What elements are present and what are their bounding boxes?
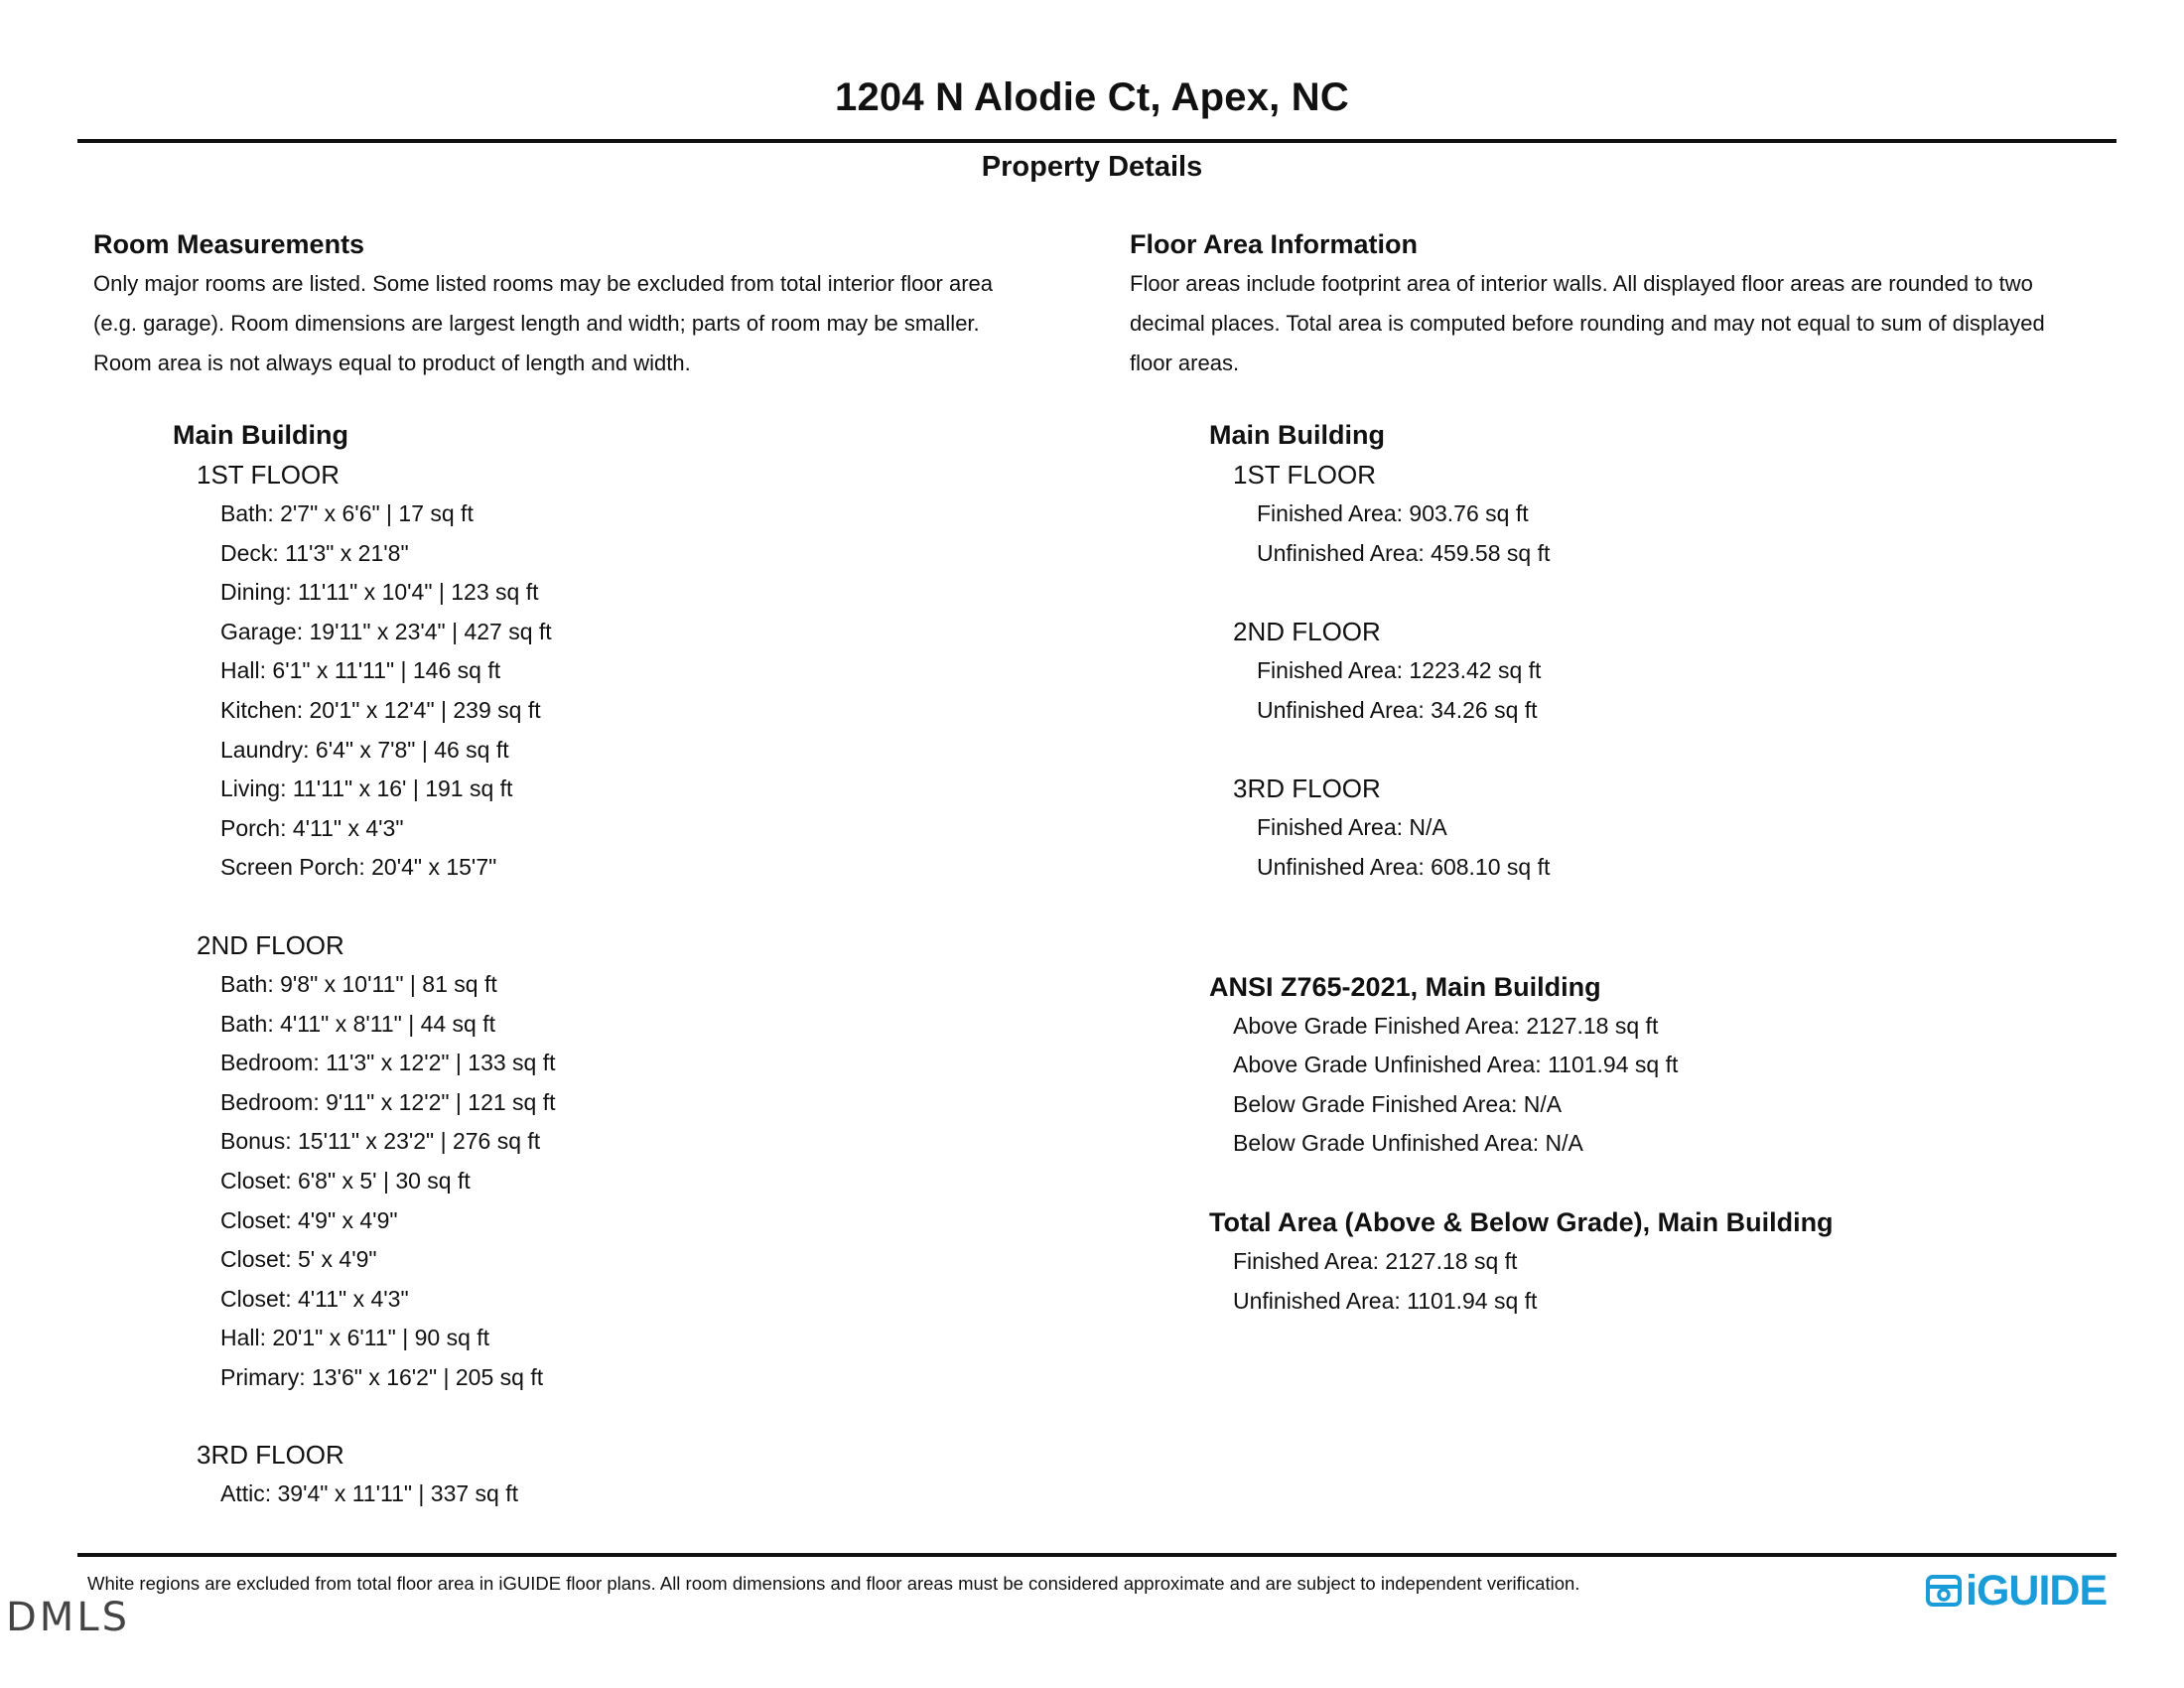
room-item: Bedroom: 11'3" x 12'2" | 133 sq ft xyxy=(220,1050,556,1076)
floor-heading: 3RD FLOOR xyxy=(1233,774,1381,804)
floor-area-desc-line: Floor areas include footprint area of interior walls. All displayed floor areas are rounded to two xyxy=(1130,271,2033,296)
iguide-logo xyxy=(1926,1567,2107,1615)
room-item: Closet: 4'9" x 4'9" xyxy=(220,1206,398,1233)
footer-note: White regions are excluded from total floor area in iGUIDE floor plans. All room dimensions and floor areas must be considered approximate and are subject to independent verification. xyxy=(87,1573,1580,1594)
top-divider xyxy=(77,139,2116,143)
room-item: Bonus: 15'11" x 23'2" | 276 sq ft xyxy=(220,1128,541,1155)
dmls-watermark: DMLS xyxy=(6,1595,130,1640)
iguide-logo-text: iGUIDE xyxy=(1966,1566,2108,1615)
finished-area: Finished Area: N/A xyxy=(1257,814,1447,841)
room-item: Porch: 4'11" x 4'3" xyxy=(220,814,404,841)
floor-heading: 2ND FLOOR xyxy=(1233,617,1381,647)
room-item: Deck: 11'3" x 21'8" xyxy=(220,539,409,566)
room-item: Primary: 13'6" x 16'2" | 205 sq ft xyxy=(220,1363,544,1390)
unfinished-area: Unfinished Area: 459.58 sq ft xyxy=(1257,539,1551,566)
floor-area-section xyxy=(1130,224,2122,1321)
ansi-item: Above Grade Unfinished Area: 1101.94 sq ft xyxy=(1233,1052,1679,1078)
finished-area: Finished Area: 903.76 sq ft xyxy=(1257,500,1529,526)
room-measurements-section xyxy=(93,224,1086,1514)
room-item: Garage: 19'11" x 23'4" | 427 sq ft xyxy=(220,618,552,644)
room-item: Bath: 2'7" x 6'6" | 17 sq ft xyxy=(220,500,474,526)
iguide-logo-icon xyxy=(1926,1573,1962,1609)
ansi-item: Below Grade Unfinished Area: N/A xyxy=(1233,1130,1583,1157)
room-item: Dining: 11'11" x 10'4" | 123 sq ft xyxy=(220,579,539,606)
room-item: Bath: 4'11" x 8'11" | 44 sq ft xyxy=(220,1010,496,1037)
floor-area-desc-line: decimal places. Total area is computed before rounding and may not equal to sum of displayed xyxy=(1130,311,2045,336)
room-item: Closet: 6'8" x 5' | 30 sq ft xyxy=(220,1167,471,1194)
room-item: Kitchen: 20'1" x 12'4" | 239 sq ft xyxy=(220,696,541,723)
finished-area: Finished Area: 1223.42 sq ft xyxy=(1257,657,1542,684)
floor-heading: 1ST FLOOR xyxy=(1233,460,1377,490)
room-item: Bath: 9'8" x 10'11" | 81 sq ft xyxy=(220,970,497,997)
room-item: Bedroom: 9'11" x 12'2" | 121 sq ft xyxy=(220,1088,556,1115)
unfinished-area: Unfinished Area: 608.10 sq ft xyxy=(1257,853,1551,880)
ansi-heading: ANSI Z765-2021, Main Building xyxy=(1209,971,1601,1002)
bottom-divider xyxy=(77,1553,2116,1557)
room-item: Closet: 4'11" x 4'3" xyxy=(220,1285,409,1312)
room-item: Screen Porch: 20'4" x 15'7" xyxy=(220,854,497,881)
room-item: Attic: 39'4" x 11'11" | 337 sq ft xyxy=(220,1480,519,1507)
total-area-item: Unfinished Area: 1101.94 sq ft xyxy=(1233,1287,1538,1314)
floor-heading: 2ND FLOOR xyxy=(197,929,344,960)
ansi-item: Above Grade Finished Area: 2127.18 sq ft xyxy=(1233,1012,1659,1039)
ansi-item: Below Grade Finished Area: N/A xyxy=(1233,1090,1563,1117)
room-item: Hall: 6'1" x 11'11" | 146 sq ft xyxy=(220,657,501,684)
page-title: 1204 N Alodie Ct, Apex, NC xyxy=(835,75,1349,119)
total-area-item: Finished Area: 2127.18 sq ft xyxy=(1233,1247,1518,1274)
total-area-heading: Total Area (Above & Below Grade), Main Building xyxy=(1209,1206,1834,1237)
room-measurements-desc-line: (e.g. garage). Room dimensions are largest length and width; parts of room may be smaller. xyxy=(93,311,980,336)
floor-heading: 3RD FLOOR xyxy=(197,1440,344,1471)
room-item: Living: 11'11" x 16' | 191 sq ft xyxy=(220,775,513,802)
floor-heading: 1ST FLOOR xyxy=(197,460,341,490)
room-item: Closet: 5' x 4'9" xyxy=(220,1246,377,1273)
floor-area-desc-line: floor areas. xyxy=(1130,351,1240,375)
building-name: Main Building xyxy=(173,420,348,450)
room-measurements-desc-line: Room area is not always equal to product of length and width. xyxy=(93,351,691,375)
building-name: Main Building xyxy=(1209,420,1385,450)
floor-area-heading: Floor Area Information xyxy=(1130,229,1419,259)
page-subtitle: Property Details xyxy=(981,151,1203,183)
room-measurements-desc-line: Only major rooms are listed. Some listed rooms may be excluded from total interior floor area xyxy=(93,271,994,296)
unfinished-area: Unfinished Area: 34.26 sq ft xyxy=(1257,696,1538,723)
room-item: Hall: 20'1" x 6'11" | 90 sq ft xyxy=(220,1325,490,1351)
room-measurements-heading: Room Measurements xyxy=(93,229,365,259)
room-item: Laundry: 6'4" x 7'8" | 46 sq ft xyxy=(220,736,509,763)
